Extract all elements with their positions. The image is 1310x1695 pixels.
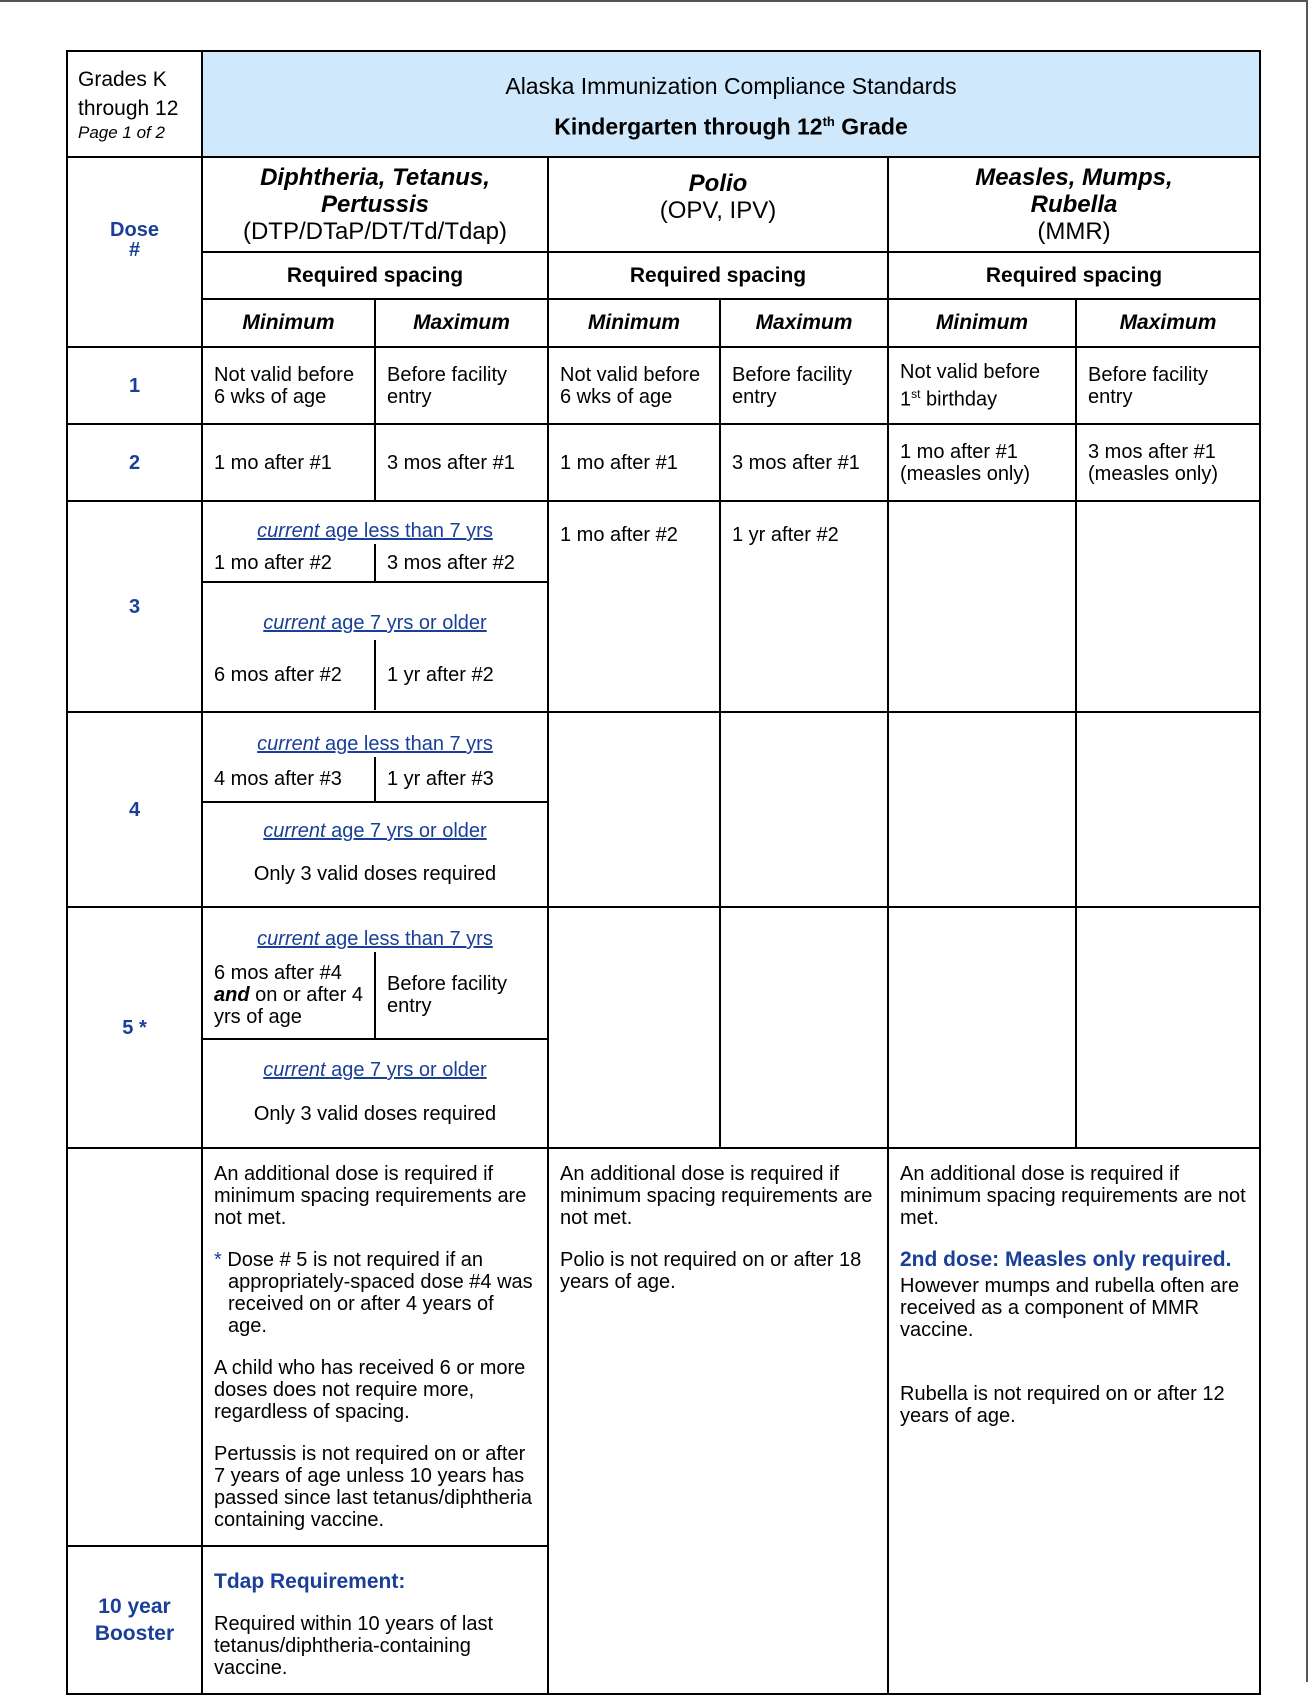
dose-1-dtp-max: Before facility entry xyxy=(375,347,548,424)
dose-5-dtp-u7-min: 6 mos after #4 and on or after 4 yrs of age xyxy=(203,952,375,1039)
dose-4-mmr-min xyxy=(888,712,1076,907)
dtp-required-spacing: Required spacing xyxy=(202,252,548,299)
vaccine-mmr: Measles, Mumps, Rubella (MMR) xyxy=(888,157,1260,252)
mmr-minimum-header: Minimum xyxy=(888,299,1076,347)
grades-line1: Grades K xyxy=(78,68,167,91)
dose-number-header: Dose # xyxy=(67,157,202,347)
dtp-minimum-header: Minimum xyxy=(202,299,375,347)
dose-4-polio-max xyxy=(720,712,888,907)
dose-5-over7-header: current age 7 yrs or older xyxy=(263,1059,487,1081)
dose-row-5 xyxy=(67,907,1260,1148)
dose-2-mmr-min: 1 mo after #1 (measles only) xyxy=(888,424,1076,501)
dose-4-over7-header: current age 7 yrs or older xyxy=(263,820,487,842)
dose-4-dtp-o7-text: Only 3 valid doses required xyxy=(253,863,497,885)
dose-3-dtp-o7-max: 1 yr after #2 xyxy=(387,664,494,686)
compliance-table xyxy=(66,50,1261,1695)
polio-notes: An additional dose is required if minimum spacing requirements are not met. Polio is not required on or after 18 years of age. xyxy=(548,1148,888,1694)
dose-2-dtp-min: 1 mo after #1 xyxy=(202,424,375,501)
dose-row-3 xyxy=(67,501,1260,712)
dose-3-polio-min: 1 mo after #2 xyxy=(548,501,720,712)
dose-5-under7-header: current age less than 7 yrs xyxy=(257,928,493,950)
tdap-requirement xyxy=(202,1546,548,1694)
page-title: Alaska Immunization Compliance Standards xyxy=(505,72,957,99)
tdap-heading: Tdap Requirement: xyxy=(214,1570,406,1593)
dose-row-2 xyxy=(67,424,1260,501)
mmr-second-dose-heading: 2nd dose: Measles only required. xyxy=(900,1248,1232,1271)
dose-3-mmr-min xyxy=(888,501,1076,712)
dose-1-polio-max: Before facility entry xyxy=(720,347,888,424)
dtp-notes: An additional dose is required if minimum spacing requirements are not met. * Dose # 5 is not required if an appropriately-spaced dose #4 was received on or after 4 years of age. A child who has received 6 or more doses does not require more, regardless of spacing. Pertussis is not required on or after 7 years of age unless 10 years has passed since last tetanus/diphtheria containing vaccine. xyxy=(202,1148,548,1546)
dtp-maximum-header: Maximum xyxy=(375,299,548,347)
notes-row xyxy=(67,1148,1260,1546)
dose-3-under7-header: current age less than 7 yrs xyxy=(257,520,493,542)
dose-5-mmr-min xyxy=(888,907,1076,1148)
dose-1-mmr-min: Not valid before 1st birthday xyxy=(888,347,1076,424)
dose-5-dtp xyxy=(202,907,548,1148)
dose-row-4 xyxy=(67,712,1260,907)
page-number: Page 1 of 2 xyxy=(78,123,165,142)
dose-5-polio-max xyxy=(720,907,888,1148)
tdap-text: Required within 10 years of last tetanus/diphtheria-containing vaccine. xyxy=(214,1613,494,1679)
dose-3-mmr-max xyxy=(1076,501,1260,712)
polio-minimum-header: Minimum xyxy=(548,299,720,347)
dose-1-polio-min: Not valid before 6 wks of age xyxy=(548,347,720,424)
dose-4-polio-min xyxy=(548,712,720,907)
dose-3-dtp xyxy=(202,501,548,712)
dose-1-label: 1 xyxy=(67,347,202,424)
dose-row-1 xyxy=(67,347,1260,424)
polio-required-spacing: Required spacing xyxy=(548,252,888,299)
dose-4-under7-header: current age less than 7 yrs xyxy=(257,733,493,755)
dose-2-polio-min: 1 mo after #1 xyxy=(548,424,720,501)
dose-4-label: 4 xyxy=(67,712,202,907)
dose-5-label: 5 * xyxy=(67,907,202,1148)
dose-3-polio-max: 1 yr after #2 xyxy=(720,501,888,712)
dose-5-mmr-max xyxy=(1076,907,1260,1148)
dose-3-dtp-u7-max: 3 mos after #2 xyxy=(375,544,547,582)
mmr-notes: An additional dose is required if minimum spacing requirements are not met. 2nd dose: Measles only required. However mumps and rubella often are received as a component of MMR vaccine. Rubella is not required on or after 12 years of age. xyxy=(888,1148,1260,1694)
dose-4-dtp-u7-min: 4 mos after #3 xyxy=(203,757,375,802)
title-cell xyxy=(202,51,1260,157)
dose-4-dtp-u7-max: 1 yr after #3 xyxy=(375,757,547,802)
grades-cell xyxy=(67,51,202,157)
notes-label-cell xyxy=(67,1148,202,1546)
booster-label: 10 year Booster xyxy=(67,1546,202,1694)
dose-2-mmr-max: 3 mos after #1 (measles only) xyxy=(1076,424,1260,501)
grades-line2: through 12 xyxy=(78,97,179,120)
dose-2-dtp-max: 3 mos after #1 xyxy=(375,424,548,501)
dose-3-dtp-o7-min: 6 mos after #2 xyxy=(203,640,375,710)
dose-4-mmr-max xyxy=(1076,712,1260,907)
dose-5-polio-min xyxy=(548,907,720,1148)
vaccine-dtp: Diphtheria, Tetanus, Pertussis (DTP/DTaP/DT/Td/Tdap) xyxy=(202,157,548,252)
dose-3-dtp-u7-min: 1 mo after #2 xyxy=(203,544,375,582)
vaccine-polio: Polio (OPV, IPV) xyxy=(548,157,888,252)
mmr-maximum-header: Maximum xyxy=(1076,299,1260,347)
dose-1-mmr-max: Before facility entry xyxy=(1076,347,1260,424)
page-subtitle: Kindergarten through 12th Grade xyxy=(554,113,908,140)
dose-2-label: 2 xyxy=(67,424,202,501)
dose-5-dtp-u7-max: Before facility entry xyxy=(375,952,547,1039)
dose-2-polio-max: 3 mos after #1 xyxy=(720,424,888,501)
dose-4-dtp xyxy=(202,712,548,907)
mmr-required-spacing: Required spacing xyxy=(888,252,1260,299)
dose-3-label: 3 xyxy=(67,501,202,712)
dose-5-dtp-o7-text: Only 3 valid doses required xyxy=(253,1103,497,1125)
polio-maximum-header: Maximum xyxy=(720,299,888,347)
dose-1-dtp-min: Not valid before 6 wks of age xyxy=(202,347,375,424)
dose-3-over7-header: current age 7 yrs or older xyxy=(263,612,487,634)
